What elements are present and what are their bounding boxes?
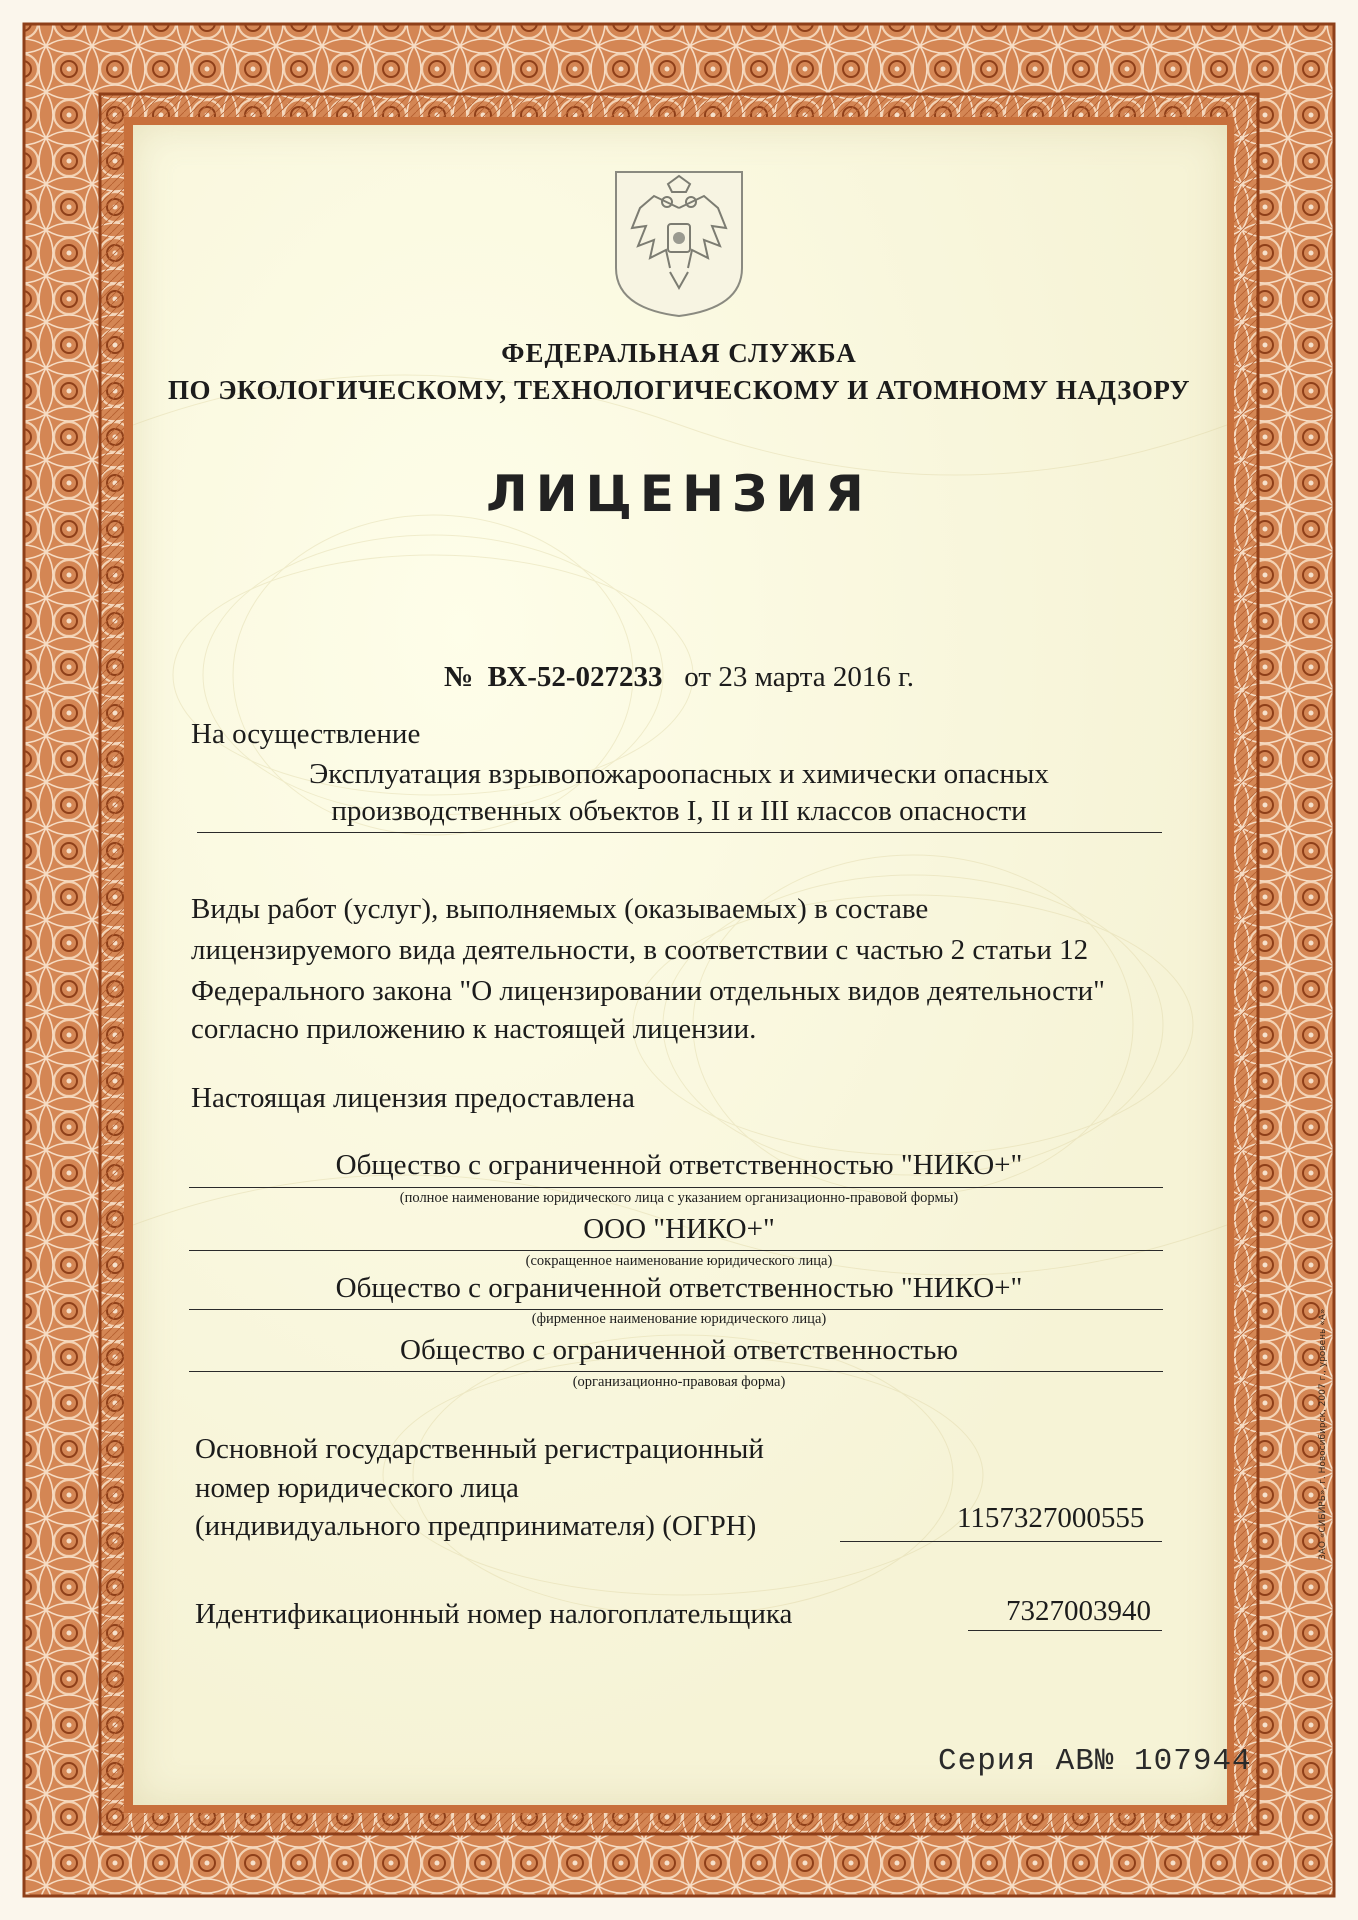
agency-name-line2: ПО ЭКОЛОГИЧЕСКОМУ, ТЕХНОЛОГИЧЕСКОМУ И АТОМНОМУ НАДЗОРУ xyxy=(167,375,1190,405)
document-title: ЛИЦЕНЗИЯ xyxy=(486,465,872,523)
inn-underline xyxy=(968,1630,1162,1631)
ogrn-underline xyxy=(840,1541,1162,1542)
activity-line2: производственных объектов I, II и III классов опасности xyxy=(331,795,1027,827)
inn-value: 7327003940 xyxy=(1006,1595,1151,1627)
license-number: ВХ-52-027233 xyxy=(487,661,663,693)
activity-line1: Эксплуатация взрывопожароопасных и химически опасных xyxy=(309,758,1049,790)
brand-name-value: Общество с ограниченной ответственностью "НИКО+" xyxy=(335,1272,1023,1304)
works-line1: Виды работ (услуг), выполняемых (оказываемых) в составе xyxy=(191,893,929,925)
brand-name-caption: (фирменное наименование юридического лица) xyxy=(531,1311,827,1327)
printer-mark: ЗАО «СИБИРЬ», г. Новосибирск, 2007 г., уровень «А» xyxy=(1318,1308,1328,1560)
activity-label: На осуществление xyxy=(191,718,421,750)
form-serial-number: Серия АВ№ 107944 xyxy=(938,1744,1252,1779)
coat-of-arms-icon xyxy=(610,168,748,318)
works-line2: лицензируемого вида деятельности, в соответствии с частью 2 статьи 12 xyxy=(191,934,1089,966)
short-name-caption: (сокращенное наименование юридического лица) xyxy=(525,1253,833,1269)
granted-label: Настоящая лицензия предоставлена xyxy=(191,1082,635,1114)
full-name-caption: (полное наименование юридического лица с указанием организационно-правовой формы) xyxy=(399,1190,959,1206)
activity-underline xyxy=(197,832,1162,833)
ogrn-label-line2: номер юридического лица xyxy=(195,1472,519,1504)
license-date: от 23 марта 2016 г. xyxy=(684,661,914,693)
ogrn-label-line3: (индивидуального предпринимателя) (ОГРН) xyxy=(195,1510,757,1542)
short-name-underline xyxy=(189,1250,1163,1251)
legal-form-value: Общество с ограниченной ответственностью xyxy=(400,1334,958,1366)
works-line3: Федерального закона "О лицензировании отдельных видов деятельности" xyxy=(191,975,1106,1007)
agency-name-line1: ФЕДЕРАЛЬНАЯ СЛУЖБА xyxy=(501,338,857,368)
ogrn-value: 1157327000555 xyxy=(957,1502,1145,1534)
ogrn-label-line1: Основной государственный регистрационный xyxy=(195,1433,764,1465)
short-name-value: ООО "НИКО+" xyxy=(583,1213,775,1245)
legal-form-caption: (организационно-правовая форма) xyxy=(572,1374,786,1390)
license-number-prefix: № xyxy=(443,661,474,693)
full-name-value: Общество с ограниченной ответственностью "НИКО+" xyxy=(335,1149,1023,1181)
full-name-underline xyxy=(189,1187,1163,1188)
brand-name-underline xyxy=(189,1309,1163,1310)
license-number-line xyxy=(0,661,1358,694)
inn-label: Идентификационный номер налогоплательщика xyxy=(195,1598,793,1630)
legal-form-underline xyxy=(189,1371,1163,1372)
works-line4: согласно приложению к настоящей лицензии. xyxy=(191,1013,757,1045)
